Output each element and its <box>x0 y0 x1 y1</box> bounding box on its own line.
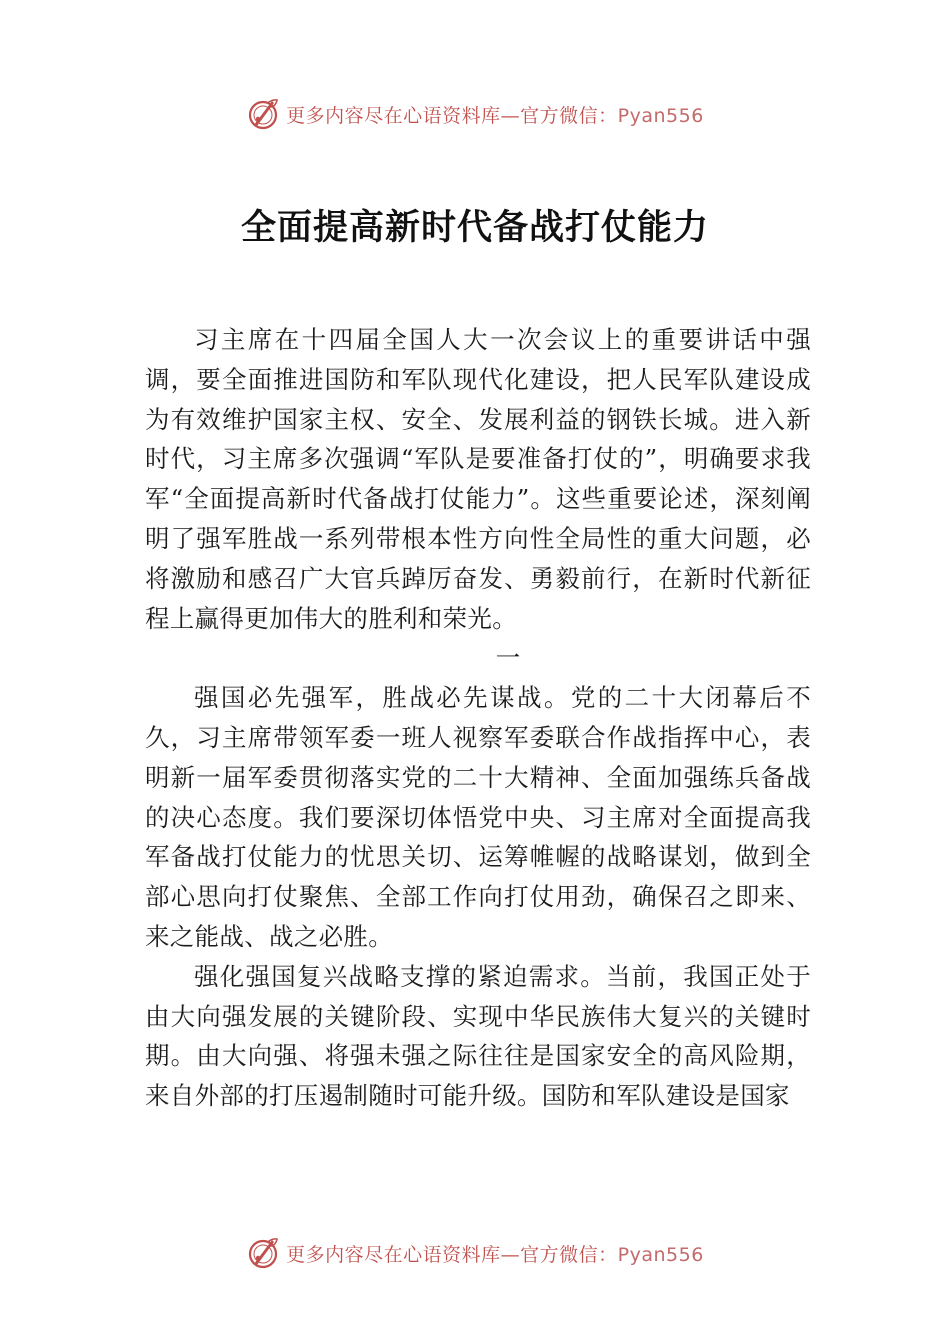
document-body <box>145 320 811 1116</box>
quill-pen-seal-icon <box>246 97 280 131</box>
quill-pen-seal-icon <box>246 1236 280 1270</box>
paragraph-2: 强国必先强军，胜战必先谋战。党的二十大闭幕后不久，习主席带领军委一班人视察军委联合作战指挥中心，表明新一届军委贯彻落实党的二十大精神、全面加强练兵备战的决心态度。我们要深切体悟党中央、习主席对全面提高我军备战打仗能力的忧思关切、运筹帷幄的战略谋划，做到全部心思向打仗聚焦、全部工作向打仗用劲，确保召之即来、来之能战、战之必胜。 <box>145 683 811 951</box>
section-number: 一 <box>495 643 521 673</box>
document-title: 全面提高新时代备战打仗能力 <box>240 208 709 248</box>
banner-text <box>286 1240 704 1267</box>
banner-label: 更多内容尽在心语资料库—官方微信： <box>286 104 618 127</box>
paragraph-1: 习主席在十四届全国人大一次会议上的重要讲话中强调，要全面推进国防和军队现代化建设，把人民军队建设成为有效维护国家主权、安全、发展利益的钢铁长城。进入新时代，习主席多次强调“军队是要准备打仗的”，明确要求我军“全面提高新时代备战打仗能力”。这些重要论述，深刻阐明了强军胜战一系列带根本性方向性全局性的重大问题，必将激励和感召广大官兵踔厉奋发、勇毅前行，在新时代新征程上赢得更加伟大的胜利和荣光。 <box>145 325 811 633</box>
wechat-id: Pyan556 <box>617 104 704 127</box>
banner-label: 更多内容尽在心语资料库—官方微信： <box>286 1243 618 1266</box>
wechat-id: Pyan556 <box>617 1243 704 1266</box>
banner-text <box>286 101 704 128</box>
header-banner <box>0 94 950 134</box>
footer-banner <box>0 1233 950 1273</box>
paragraph-3: 强化强国复兴战略支撑的紧迫需求。当前，我国正处于由大向强发展的关键阶段、实现中华民族伟大复兴的关键时期。由大向强、将强未强之际往往是国家安全的高风险期， 来自外部的打压遏制随时可能升级。国防和军队建设是国家 <box>145 961 811 1111</box>
